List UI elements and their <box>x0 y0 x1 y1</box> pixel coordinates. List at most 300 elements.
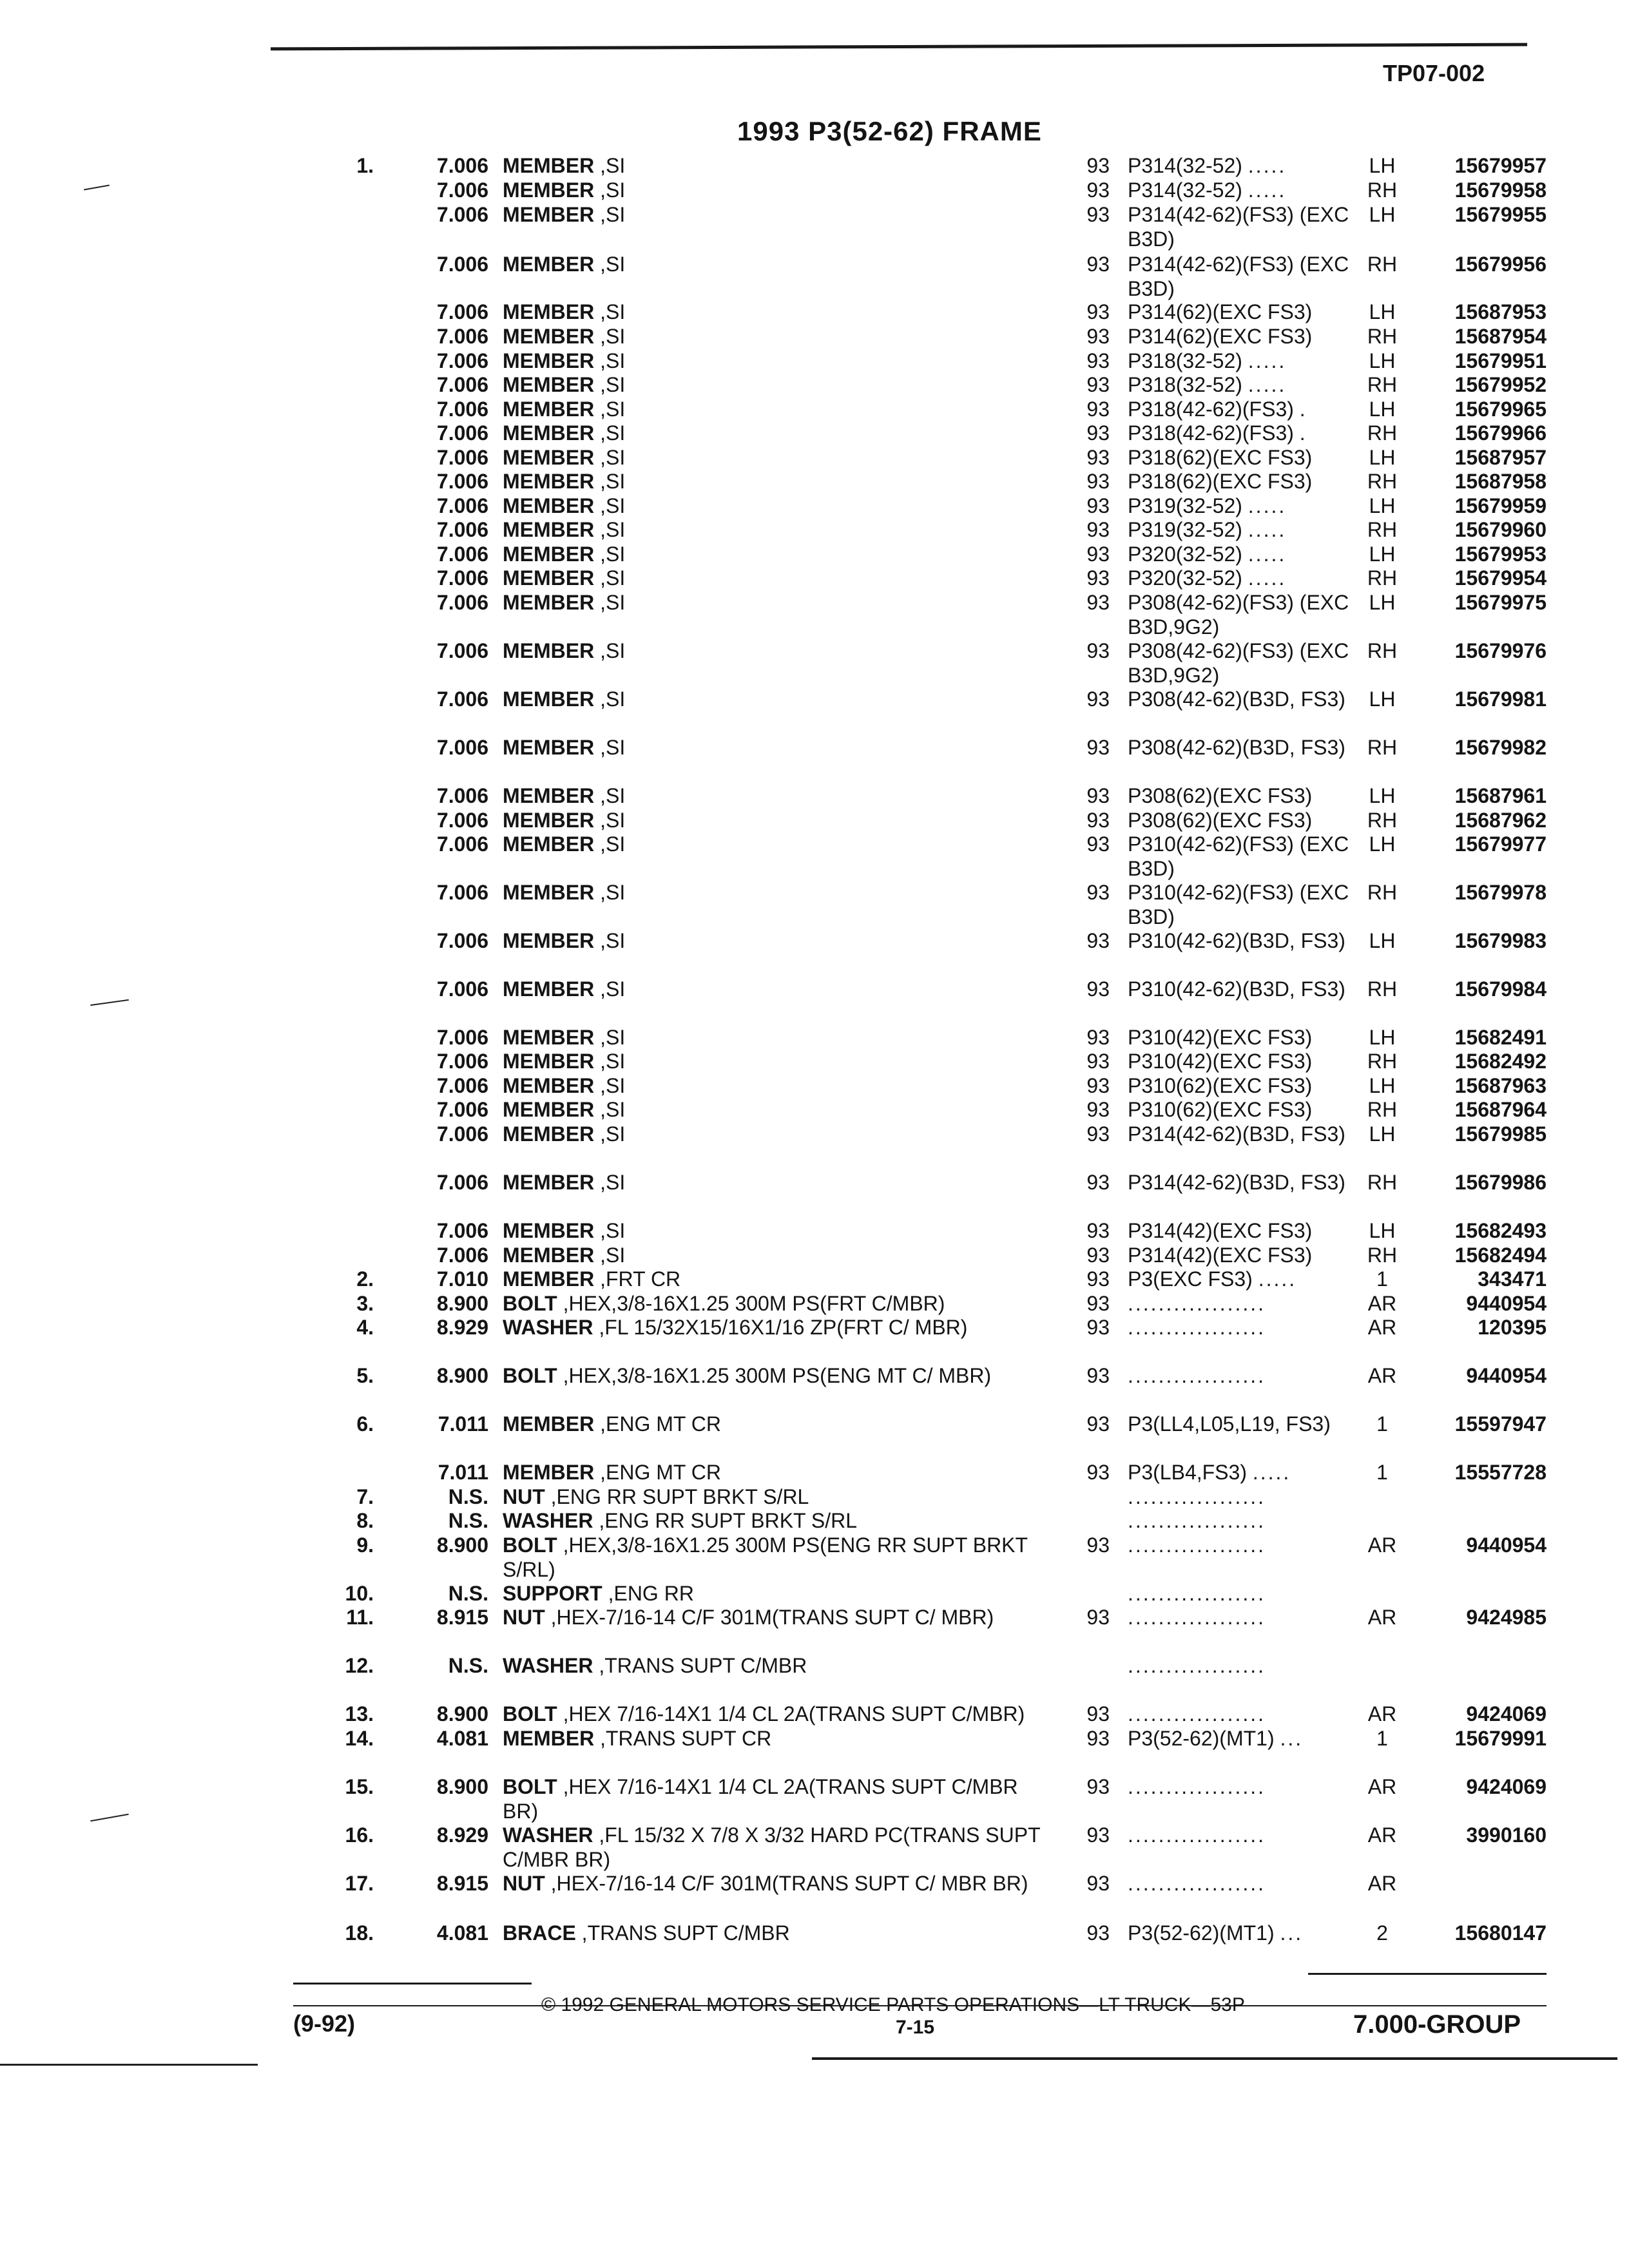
part-name: MEMBER <box>503 203 595 226</box>
model-year: 93 <box>1086 591 1110 614</box>
model-code <box>1128 494 1373 518</box>
model-text: P310(62)(EXC FS3) <box>1128 1074 1313 1097</box>
quantity: 2 <box>1376 1921 1388 1945</box>
group-label: 7.000-GROUP <box>1353 2010 1521 2039</box>
row-number: 13. <box>345 1702 374 1725</box>
model-code <box>1128 1871 1373 1896</box>
part-detail: ,SI <box>600 566 626 590</box>
row-number: 4. <box>356 1316 374 1339</box>
parts-row <box>0 1363 1629 1412</box>
part-number: 15679966 <box>1454 421 1547 445</box>
model-code <box>1128 1412 1373 1436</box>
leader-dots: ... <box>1280 1921 1304 1945</box>
part-description <box>503 977 1044 1001</box>
parts-row <box>0 1726 1629 1775</box>
quantity: LH <box>1369 203 1396 226</box>
part-description <box>503 397 1044 421</box>
group-number: 7.006 <box>436 421 488 445</box>
quantity: 1 <box>1376 1412 1388 1436</box>
quantity: RH <box>1367 566 1398 590</box>
part-detail: ,TRANS SUPT C/MBR <box>599 1654 807 1677</box>
leader-dots: . <box>1299 421 1307 445</box>
model-text: P314(42-62)(B3D, FS3) <box>1128 1171 1345 1194</box>
model-year: 93 <box>1086 977 1110 1001</box>
model-code <box>1128 1170 1373 1195</box>
group-number: 7.006 <box>436 784 488 807</box>
leader-dots: ..... <box>1248 154 1287 177</box>
model-year: 93 <box>1086 687 1110 711</box>
document-code: TP07-002 <box>1383 60 1485 86</box>
model-code <box>1128 735 1373 760</box>
model-text: P310(42-62)(B3D, FS3) <box>1128 929 1345 952</box>
group-number: 8.900 <box>436 1775 488 1798</box>
part-detail: ,FRT CR <box>600 1267 681 1291</box>
part-name: MEMBER <box>503 566 595 590</box>
model-year: 93 <box>1086 154 1110 177</box>
part-detail: ,HEX 7/16-14X1 1/4 CL 2A(TRANS SUPT C/MBR BR) <box>503 1775 1018 1823</box>
part-description <box>503 349 1044 373</box>
group-number: 7.006 <box>436 398 488 421</box>
part-detail: ,SI <box>600 494 626 517</box>
part-name: MEMBER <box>503 1098 595 1121</box>
model-year: 93 <box>1086 518 1110 541</box>
model-code <box>1128 1533 1373 1557</box>
model-year: 93 <box>1086 784 1110 807</box>
part-description <box>503 1533 1044 1582</box>
model-code <box>1128 1581 1373 1606</box>
group-number: 7.006 <box>436 494 488 517</box>
part-number: 9440954 <box>1466 1533 1547 1557</box>
group-number: 7.006 <box>436 736 488 759</box>
part-description <box>503 880 1044 905</box>
row-number: 1. <box>356 154 374 177</box>
part-name: MEMBER <box>503 1074 595 1097</box>
part-name: WASHER <box>503 1654 593 1677</box>
page-number: 7-15 <box>896 2017 935 2038</box>
part-description <box>503 153 1044 178</box>
quantity: LH <box>1369 1219 1396 1242</box>
part-number: 15687958 <box>1454 470 1547 493</box>
quantity: RH <box>1367 373 1398 396</box>
part-number: 15679965 <box>1454 398 1547 421</box>
model-code <box>1128 1702 1373 1726</box>
model-year: 93 <box>1086 1727 1110 1750</box>
leader-dots: .................. <box>1128 1364 1266 1387</box>
group-number: 7.006 <box>436 1074 488 1097</box>
part-detail: ,SI <box>600 1244 626 1267</box>
row-number: 14. <box>345 1727 374 1750</box>
group-number: 7.006 <box>436 1098 488 1121</box>
model-year: 93 <box>1086 1921 1110 1945</box>
model-year: 93 <box>1086 1122 1110 1146</box>
part-detail: ,SI <box>600 421 626 445</box>
part-description <box>503 1291 1044 1316</box>
copyright-text: © 1992 GENERAL MOTORS SERVICE PARTS OPERATIONS—LT TRUCK—53P <box>541 1994 1245 2015</box>
quantity: LH <box>1369 1074 1396 1097</box>
part-name: MEMBER <box>503 470 595 493</box>
group-number: 7.006 <box>436 178 488 202</box>
model-year: 93 <box>1086 736 1110 759</box>
model-text: P318(62)(EXC FS3) <box>1128 470 1313 493</box>
part-name: NUT <box>503 1872 545 1895</box>
leader-dots: ..... <box>1248 349 1287 372</box>
part-description <box>503 178 1044 202</box>
model-year: 93 <box>1086 929 1110 952</box>
group-number: 7.006 <box>436 203 488 226</box>
model-code <box>1128 687 1373 711</box>
part-name: MEMBER <box>503 736 595 759</box>
quantity: RH <box>1367 470 1398 493</box>
part-detail: ,SI <box>600 929 626 952</box>
part-name: MEMBER <box>503 687 595 711</box>
group-number: 7.006 <box>436 832 488 856</box>
group-number: 7.006 <box>436 1050 488 1073</box>
model-code <box>1128 590 1373 639</box>
part-detail: ,SI <box>600 518 626 541</box>
parts-row <box>0 1122 1629 1171</box>
group-number: 7.006 <box>436 881 488 904</box>
part-number: 15679986 <box>1454 1171 1547 1194</box>
model-year: 93 <box>1086 566 1110 590</box>
part-number: 3990160 <box>1466 1823 1547 1847</box>
part-name: MEMBER <box>503 1461 595 1484</box>
part-description <box>503 494 1044 518</box>
model-year: 93 <box>1086 470 1110 493</box>
leader-dots: .................. <box>1128 1533 1266 1557</box>
part-description <box>503 1049 1044 1073</box>
group-number: 7.006 <box>436 1026 488 1049</box>
quantity: 1 <box>1376 1267 1388 1291</box>
part-detail: ,SI <box>600 253 626 276</box>
quantity: LH <box>1369 154 1396 177</box>
part-number: 15679991 <box>1454 1727 1547 1750</box>
part-number: 15687964 <box>1454 1098 1547 1121</box>
leader-dots: ..... <box>1248 373 1287 396</box>
part-number: 15679978 <box>1454 881 1547 904</box>
model-code <box>1128 1025 1373 1050</box>
model-code <box>1128 832 1373 881</box>
row-number: 7. <box>356 1485 374 1508</box>
quantity: RH <box>1367 639 1398 662</box>
model-code <box>1128 469 1373 494</box>
part-number: 15682492 <box>1454 1050 1547 1073</box>
part-description <box>503 1315 1044 1340</box>
part-name: BOLT <box>503 1364 557 1387</box>
group-number: 7.006 <box>436 470 488 493</box>
part-number: 15682493 <box>1454 1219 1547 1242</box>
model-year: 93 <box>1086 1074 1110 1097</box>
model-year: 93 <box>1086 178 1110 202</box>
part-detail: ,TRANS SUPT CR <box>600 1727 772 1750</box>
group-number: 7.006 <box>436 591 488 614</box>
part-detail: ,ENG RR SUPT BRKT S/RL <box>599 1509 858 1532</box>
part-description <box>503 566 1044 590</box>
part-name: WASHER <box>503 1823 593 1847</box>
part-name: SUPPORT <box>503 1582 602 1605</box>
part-name: BOLT <box>503 1775 557 1798</box>
model-text: P308(62)(EXC FS3) <box>1128 784 1313 807</box>
model-text: P314(42-62)(B3D, FS3) <box>1128 1122 1345 1146</box>
part-description <box>503 1508 1044 1533</box>
quantity: AR <box>1367 1872 1397 1895</box>
part-detail: ,ENG RR SUPT BRKT S/RL <box>550 1485 809 1508</box>
quantity: LH <box>1369 446 1396 469</box>
model-text: P314(42)(EXC FS3) <box>1128 1219 1313 1242</box>
parts-row <box>0 1774 1629 1823</box>
part-name: MEMBER <box>503 1171 595 1194</box>
part-detail: ,SI <box>600 591 626 614</box>
part-detail: ,TRANS SUPT C/MBR <box>581 1921 790 1945</box>
quantity: AR <box>1367 1823 1397 1847</box>
group-number: 7.006 <box>436 373 488 396</box>
part-description <box>503 1170 1044 1195</box>
part-number: 15679955 <box>1454 203 1547 226</box>
part-number: 15597947 <box>1454 1412 1547 1436</box>
part-number: 15682494 <box>1454 1244 1547 1267</box>
part-name: MEMBER <box>503 325 595 348</box>
model-text: P318(42-62)(FS3) <box>1128 421 1294 445</box>
part-detail: ,FL 15/32 X 7/8 X 3/32 HARD PC(TRANS SUPT C/MBR BR) <box>503 1823 1041 1871</box>
leader-dots: .................. <box>1128 1582 1266 1605</box>
model-year: 93 <box>1086 494 1110 517</box>
quantity: AR <box>1367 1364 1397 1387</box>
parts-row <box>0 1605 1629 1654</box>
part-description <box>503 202 1044 227</box>
part-description <box>503 1726 1044 1751</box>
row-number: 15. <box>345 1775 374 1798</box>
part-number: 15679952 <box>1454 373 1547 396</box>
model-year: 93 <box>1086 543 1110 566</box>
part-description <box>503 542 1044 566</box>
part-name: MEMBER <box>503 421 595 445</box>
quantity: RH <box>1367 1098 1398 1121</box>
part-name: MEMBER <box>503 809 595 832</box>
part-name: MEMBER <box>503 1267 595 1291</box>
model-year: 93 <box>1086 1292 1110 1315</box>
model-code <box>1128 324 1373 349</box>
leader-dots: ..... <box>1258 1267 1297 1291</box>
part-description <box>503 1485 1044 1509</box>
model-code <box>1128 1049 1373 1073</box>
quantity: LH <box>1369 300 1396 323</box>
group-number: 7.006 <box>436 300 488 323</box>
model-code <box>1128 445 1373 470</box>
model-text: P314(42-62)(FS3) (EXC B3D) <box>1128 203 1349 251</box>
model-text: P3(EXC FS3) <box>1128 1267 1253 1291</box>
part-number: 15679985 <box>1454 1122 1547 1146</box>
model-year: 93 <box>1086 1026 1110 1049</box>
part-detail: ,FL 15/32X15/16X1/16 ZP(FRT C/ MBR) <box>599 1316 968 1339</box>
model-text: P308(42-62)(FS3) (EXC B3D,9G2) <box>1128 591 1349 639</box>
parts-row <box>0 252 1629 301</box>
model-year: 93 <box>1086 349 1110 372</box>
leader-dots: .................. <box>1128 1292 1266 1315</box>
part-number: 15679982 <box>1454 736 1547 759</box>
group-number: 7.006 <box>436 977 488 1001</box>
model-year: 93 <box>1086 639 1110 662</box>
row-number: 17. <box>345 1872 374 1895</box>
model-year: 93 <box>1086 1775 1110 1798</box>
model-year: 93 <box>1086 203 1110 226</box>
leader-dots: .................. <box>1128 1702 1266 1725</box>
model-code <box>1128 1508 1373 1533</box>
part-description <box>503 300 1044 324</box>
part-number: 9424985 <box>1466 1606 1547 1629</box>
parts-row <box>0 687 1629 736</box>
model-text: P308(42-62)(B3D, FS3) <box>1128 736 1345 759</box>
group-number: 7.006 <box>436 1171 488 1194</box>
parts-row <box>0 1170 1629 1219</box>
part-number: 15680147 <box>1454 1921 1547 1945</box>
group-number: N.S. <box>448 1485 488 1508</box>
group-number: 7.006 <box>436 687 488 711</box>
model-text: P319(32-52) <box>1128 518 1242 541</box>
part-name: MEMBER <box>503 518 595 541</box>
model-code <box>1128 1726 1373 1751</box>
leader-dots: ..... <box>1248 518 1287 541</box>
part-description <box>503 1363 1044 1388</box>
part-name: MEMBER <box>503 1050 595 1073</box>
part-number: 15679984 <box>1454 977 1547 1001</box>
model-code <box>1128 783 1373 808</box>
model-year: 93 <box>1086 1533 1110 1557</box>
part-name: MEMBER <box>503 1727 595 1750</box>
part-name: WASHER <box>503 1316 593 1339</box>
leader-dots: .................. <box>1128 1872 1266 1895</box>
model-code <box>1128 1823 1373 1847</box>
model-text: P3(LL4,L05,L19, FS3) <box>1128 1412 1331 1436</box>
part-detail: ,SI <box>600 470 626 493</box>
part-name: BOLT <box>503 1702 557 1725</box>
quantity: AR <box>1367 1702 1397 1725</box>
group-number: 7.011 <box>438 1412 488 1436</box>
part-detail: ,SI <box>600 1026 626 1049</box>
part-number: 15687954 <box>1454 325 1547 348</box>
part-name: MEMBER <box>503 446 595 469</box>
part-number: 15679956 <box>1454 253 1547 276</box>
quantity: 1 <box>1376 1727 1388 1750</box>
leader-dots: .................. <box>1128 1654 1266 1677</box>
model-code <box>1128 1460 1373 1485</box>
part-detail: ,ENG MT CR <box>600 1412 721 1436</box>
part-number: 15679981 <box>1454 687 1547 711</box>
model-text: P310(42)(EXC FS3) <box>1128 1026 1313 1049</box>
part-description <box>503 1774 1044 1823</box>
part-detail: ,HEX,3/8-16X1.25 300M PS(ENG RR SUPT BRKT S/RL) <box>503 1533 1028 1581</box>
model-text: P318(32-52) <box>1128 373 1242 396</box>
group-number: 7.006 <box>436 253 488 276</box>
model-code <box>1128 397 1373 421</box>
model-text: P310(42-62)(FS3) (EXC B3D) <box>1128 832 1349 880</box>
model-text: P318(42-62)(FS3) <box>1128 398 1294 421</box>
part-detail: ,SI <box>600 1050 626 1073</box>
parts-row <box>0 977 1629 1026</box>
leader-dots: .................. <box>1128 1775 1266 1798</box>
quantity: 1 <box>1376 1461 1388 1484</box>
quantity: RH <box>1367 1244 1398 1267</box>
row-number: 16. <box>345 1823 374 1847</box>
part-description <box>503 1025 1044 1050</box>
part-detail: ,SI <box>600 736 626 759</box>
quantity: LH <box>1369 687 1396 711</box>
part-description <box>503 1097 1044 1122</box>
part-name: MEMBER <box>503 253 595 276</box>
part-description <box>503 1653 1044 1678</box>
group-number: 8.929 <box>436 1316 488 1339</box>
part-number: 15679953 <box>1454 543 1547 566</box>
parts-row <box>0 1823 1629 1872</box>
leader-dots: ..... <box>1248 494 1287 517</box>
part-description <box>503 1412 1044 1436</box>
model-year: 93 <box>1086 398 1110 421</box>
part-description <box>503 469 1044 494</box>
model-text: P314(42)(EXC FS3) <box>1128 1244 1313 1267</box>
part-name: MEMBER <box>503 300 595 323</box>
part-detail: ,SI <box>600 1074 626 1097</box>
part-description <box>503 421 1044 445</box>
quantity: LH <box>1369 494 1396 517</box>
quantity: RH <box>1367 1171 1398 1194</box>
group-number: 7.006 <box>436 543 488 566</box>
model-year: 93 <box>1086 1050 1110 1073</box>
row-number: 5. <box>356 1364 374 1387</box>
part-number: 15679975 <box>1454 591 1547 614</box>
group-number: N.S. <box>448 1654 488 1677</box>
part-description <box>503 1605 1044 1629</box>
quantity: RH <box>1367 421 1398 445</box>
part-detail: ,SI <box>600 446 626 469</box>
part-name: MEMBER <box>503 1244 595 1267</box>
group-number: 8.900 <box>436 1533 488 1557</box>
model-code <box>1128 1363 1373 1388</box>
model-text: P310(42-62)(FS3) (EXC B3D) <box>1128 881 1349 928</box>
part-detail: ,SI <box>600 154 626 177</box>
leader-dots: ..... <box>1252 1461 1291 1484</box>
quantity: AR <box>1367 1775 1397 1798</box>
parts-row <box>0 832 1629 881</box>
part-detail: ,SI <box>600 1122 626 1146</box>
model-code <box>1128 1774 1373 1799</box>
model-code <box>1128 1073 1373 1098</box>
model-year: 93 <box>1086 1823 1110 1847</box>
part-detail: ,SI <box>600 300 626 323</box>
model-year: 93 <box>1086 325 1110 348</box>
part-name: BOLT <box>503 1292 557 1315</box>
row-number: 18. <box>345 1921 374 1945</box>
part-name: MEMBER <box>503 929 595 952</box>
model-text: P314(62)(EXC FS3) <box>1128 325 1313 348</box>
part-name: MEMBER <box>503 977 595 1001</box>
model-text: P318(32-52) <box>1128 349 1242 372</box>
part-name: MEMBER <box>503 832 595 856</box>
part-description <box>503 735 1044 760</box>
quantity: RH <box>1367 881 1398 904</box>
part-number: 9424069 <box>1466 1775 1547 1798</box>
leader-dots: ... <box>1280 1727 1304 1750</box>
parts-row <box>0 1533 1629 1582</box>
model-code <box>1128 1243 1373 1267</box>
part-detail: ,SI <box>600 784 626 807</box>
leader-dots: .................. <box>1128 1509 1266 1532</box>
parts-row <box>0 1412 1629 1461</box>
part-detail: ,SI <box>600 325 626 348</box>
model-code <box>1128 1605 1373 1629</box>
group-number: 7.006 <box>436 446 488 469</box>
quantity: LH <box>1369 1122 1396 1146</box>
parts-row <box>0 928 1629 977</box>
group-number: 7.006 <box>436 639 488 662</box>
model-text: P3(52-62)(MT1) <box>1128 1727 1275 1750</box>
